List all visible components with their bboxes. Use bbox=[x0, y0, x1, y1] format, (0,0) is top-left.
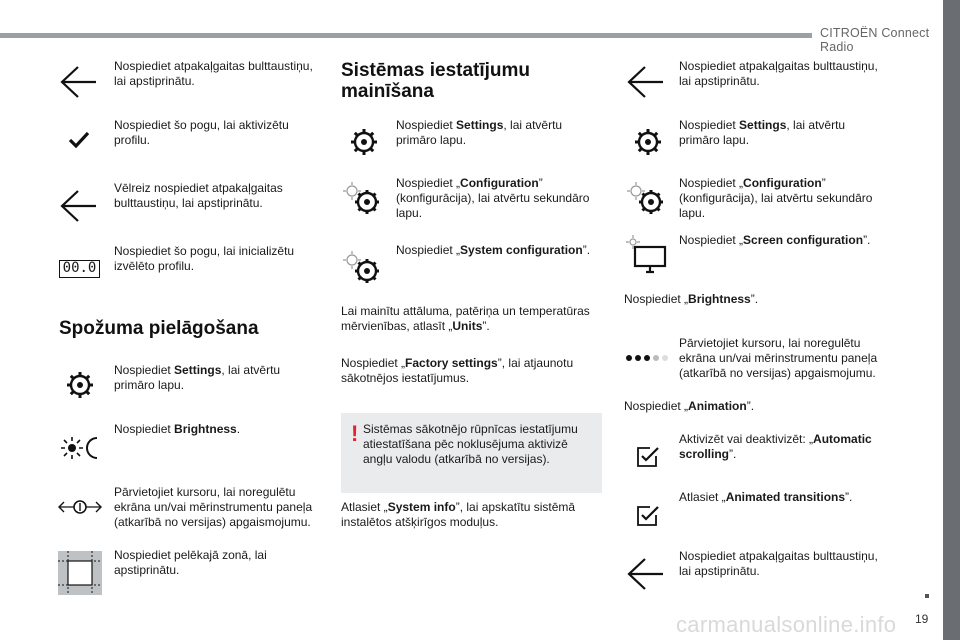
watermark-text: carmanualsonline.info bbox=[676, 612, 897, 637]
checkmark-icon bbox=[68, 131, 90, 149]
col3-step-animated-transitions: Atlasiet „Animated transitions”. bbox=[679, 490, 853, 504]
configuration-gears-icon bbox=[625, 180, 667, 216]
col1-step-back-again: Vēlreiz nospiediet atpakaļgaitas bulttaustiņu, lai apstiprinātu. bbox=[114, 181, 283, 210]
col3-step-settings: Nospiediet Settings, lai atvērtu primāro lapu. bbox=[679, 118, 846, 147]
col2-units-paragraph: Lai mainītu attāluma, patēriņa un temperatūras mērvienības, atlasīt „Units”. bbox=[341, 304, 590, 333]
settings-gear-icon bbox=[66, 371, 94, 399]
section-heading-system-settings: Sistēmas iestatījumu mainīšana bbox=[341, 60, 531, 102]
configuration-gears-icon bbox=[341, 180, 383, 216]
brightness-sun-moon-icon bbox=[59, 434, 103, 462]
col2-system-info-paragraph: Atlasiet „System info”, lai apskatītu sistēmā instalētos atšķirīgos moduļus. bbox=[341, 500, 576, 529]
brand-title: CITROËN Connect Radio bbox=[820, 26, 930, 54]
header-rule bbox=[0, 33, 812, 38]
slider-cursor-icon bbox=[58, 494, 102, 520]
side-tab bbox=[943, 0, 960, 640]
configuration-gears-icon bbox=[341, 249, 383, 285]
col3-step-automatic-scrolling: Aktivizēt vai deaktivizēt: „Automatic scrolling”. bbox=[679, 432, 872, 461]
col1-step-brightness: Nospiediet Brightness. bbox=[114, 422, 241, 436]
settings-gear-icon bbox=[350, 128, 378, 156]
section-heading-brightness: Spožuma pielāgošana bbox=[59, 318, 259, 339]
col2-step-settings: Nospiediet Settings, lai atvērtu primāro lapu. bbox=[396, 118, 563, 147]
warning-note-box bbox=[341, 413, 602, 493]
col1-step-slider: Pārvietojiet kursoru, lai noregulētu ekrāna un/vai mērinstrumentu paneļa (atkarībā no versijas) apgaismojumu. bbox=[114, 485, 313, 529]
back-arrow-icon bbox=[58, 64, 98, 100]
col3-step-back-final: Nospiediet atpakaļgaitas bulttaustiņu, lai apstiprinātu. bbox=[679, 549, 878, 578]
col2-step-system-configuration: Nospiediet „System configuration”. bbox=[396, 243, 591, 257]
grey-zone-icon bbox=[58, 551, 102, 595]
col1-step-settings: Nospiediet Settings, lai atvērtu primāro lapu. bbox=[114, 363, 281, 392]
back-arrow-icon bbox=[625, 556, 665, 592]
col1-step-grey-zone: Nospiediet pelēkajā zonā, lai apstiprinātu. bbox=[114, 548, 267, 577]
screen-configuration-icon bbox=[625, 234, 669, 274]
col1-step-initialize: Nospiediet šo pogu, lai inicializētu izvēlēto profilu. bbox=[114, 244, 295, 273]
reset-value-icon: 00.0 bbox=[59, 260, 100, 278]
warning-exclamation-icon: ! bbox=[351, 421, 359, 446]
col2-step-configuration: Nospiediet „Configuration” (konfigurācija), lai atvērtu sekundāro lapu. bbox=[396, 176, 590, 220]
page-number: 19 bbox=[915, 612, 929, 626]
col3-step-configuration: Nospiediet „Configuration” (konfigurācija), lai atvērtu sekundāro lapu. bbox=[679, 176, 873, 220]
brightness-level-dots-icon bbox=[625, 353, 669, 363]
checkbox-checked-icon bbox=[636, 505, 660, 527]
col1-step-activate: Nospiediet šo pogu, lai aktivizētu profilu. bbox=[114, 118, 289, 147]
col3-step-screen-configuration: Nospiediet „Screen configuration”. bbox=[679, 233, 871, 247]
bullet-marker bbox=[925, 594, 929, 598]
col3-animation-paragraph: Nospiediet „Animation”. bbox=[624, 399, 755, 413]
col3-step-slider: Pārvietojiet kursoru, lai noregulētu ekrāna un/vai mērinstrumentu paneļa (atkarībā no versijas) apgaismojumu. bbox=[679, 336, 878, 380]
checkbox-checked-icon bbox=[636, 446, 660, 468]
col3-brightness-paragraph: Nospiediet „Brightness”. bbox=[624, 292, 759, 306]
col1-step-back: Nospiediet atpakaļgaitas bulttaustiņu, lai apstiprinātu. bbox=[114, 59, 313, 88]
back-arrow-icon bbox=[58, 188, 98, 224]
settings-gear-icon bbox=[634, 128, 662, 156]
warning-note-text: Sistēmas sākotnējo rūpnīcas iestatījumu atiestatīšana pēc noklusējuma aktivizē angļu valodu (atkarībā no versijas). bbox=[363, 422, 578, 466]
col2-factory-paragraph: Nospiediet „Factory settings”, lai atjaunotu sākotnējos iestatījumus. bbox=[341, 356, 574, 385]
col3-step-back: Nospiediet atpakaļgaitas bulttaustiņu, lai apstiprinātu. bbox=[679, 59, 878, 88]
back-arrow-icon bbox=[625, 64, 665, 100]
